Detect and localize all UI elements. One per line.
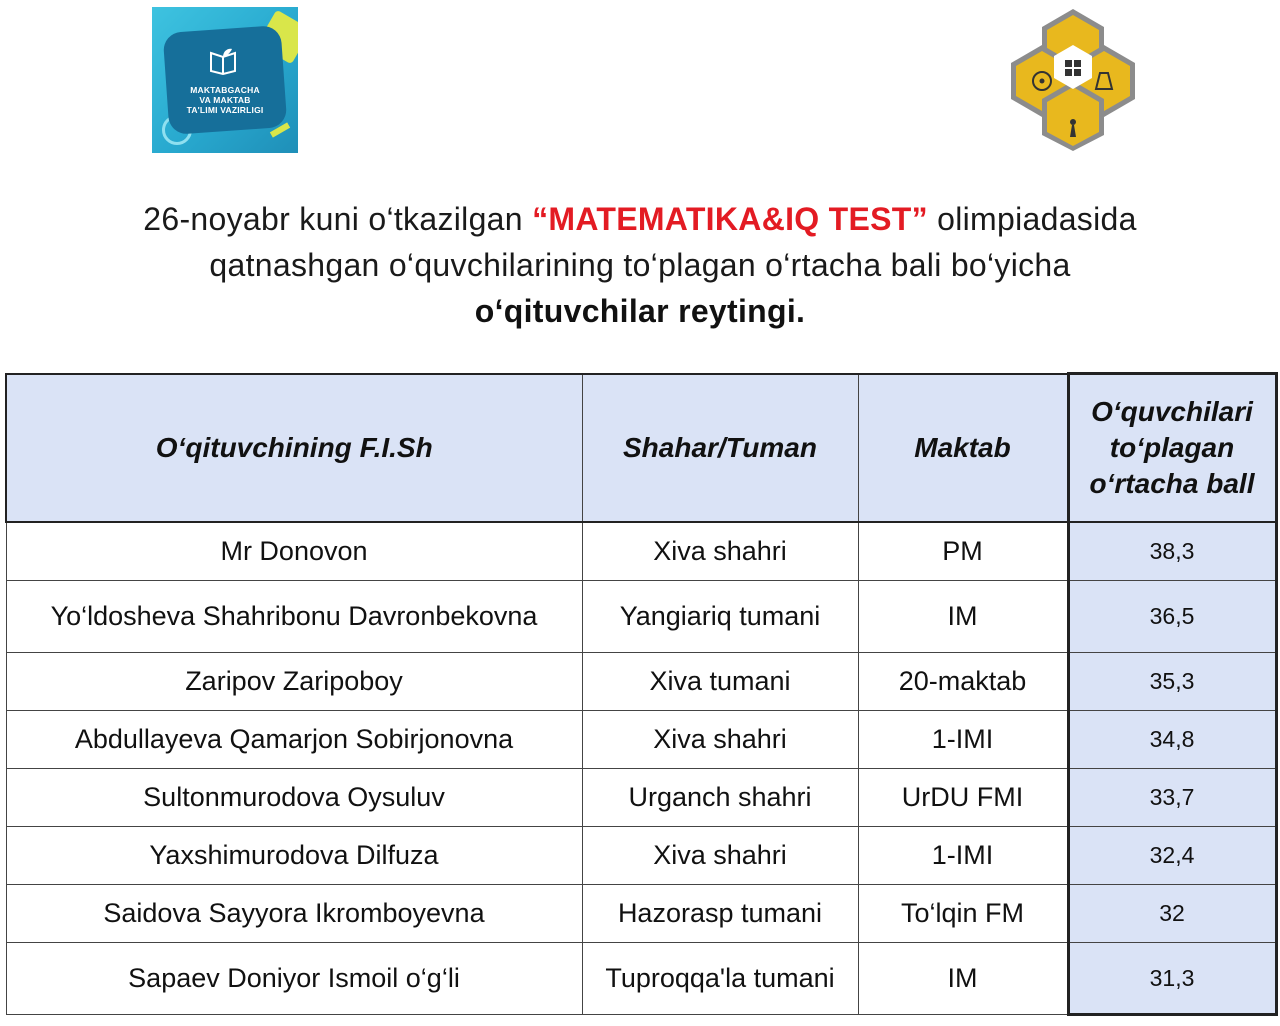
table-header-row bbox=[6, 374, 1276, 523]
table-row bbox=[6, 522, 1276, 580]
column-header-district: Shahar/Tuman bbox=[582, 374, 858, 523]
school: 20-maktab bbox=[858, 652, 1068, 710]
school: 1-IMI bbox=[858, 710, 1068, 768]
teacher-name: Saidova Sayyora Ikromboyevna bbox=[6, 884, 582, 942]
district: Xiva tumani bbox=[582, 652, 858, 710]
column-header-score: O‘quvchilari to‘plagan o‘rtacha ball bbox=[1068, 374, 1276, 523]
district: Urganch shahri bbox=[582, 768, 858, 826]
book-icon bbox=[208, 47, 238, 75]
teacher-name: Abdullayeva Qamarjon Sobirjonovna bbox=[6, 710, 582, 768]
teacher-name: Mr Donovon bbox=[6, 522, 582, 580]
ministry-logo bbox=[152, 7, 298, 153]
school: PM bbox=[858, 522, 1068, 580]
table-row bbox=[6, 710, 1276, 768]
table-row bbox=[6, 768, 1276, 826]
average-score: 32,4 bbox=[1068, 826, 1276, 884]
school: 1-IMI bbox=[858, 826, 1068, 884]
average-score: 35,3 bbox=[1068, 652, 1276, 710]
average-score: 33,7 bbox=[1068, 768, 1276, 826]
school: IM bbox=[858, 580, 1068, 652]
district: Xiva shahri bbox=[582, 522, 858, 580]
heading-line-1 bbox=[0, 196, 1280, 242]
district: Xiva shahri bbox=[582, 826, 858, 884]
district: Hazorasp tumani bbox=[582, 884, 858, 942]
average-score: 31,3 bbox=[1068, 942, 1276, 1014]
school: IM bbox=[858, 942, 1068, 1014]
teacher-rating-table bbox=[5, 372, 1278, 1016]
heading-line-3: o‘qituvchilar reytingi. bbox=[474, 293, 806, 329]
school: To‘lqin FM bbox=[858, 884, 1068, 942]
heading-prefix: 26-noyabr kuni o‘tkazilgan bbox=[143, 201, 533, 237]
teacher-name: Zaripov Zaripoboy bbox=[6, 652, 582, 710]
district: Xiva shahri bbox=[582, 710, 858, 768]
district: Tuproqqa'la tumani bbox=[582, 942, 858, 1014]
average-score: 34,8 bbox=[1068, 710, 1276, 768]
average-score: 32 bbox=[1068, 884, 1276, 942]
column-header-teacher: O‘qituvchining F.I.Sh bbox=[6, 374, 582, 523]
teacher-name: Sultonmurodova Oysuluv bbox=[6, 768, 582, 826]
teacher-name: Yaxshimurodova Dilfuza bbox=[6, 826, 582, 884]
table-row bbox=[6, 884, 1276, 942]
district: Yangiariq tumani bbox=[582, 580, 858, 652]
olympiad-name: “MATEMATIKA&IQ TEST” bbox=[532, 201, 928, 237]
column-header-school: Maktab bbox=[858, 374, 1068, 523]
average-score: 36,5 bbox=[1068, 580, 1276, 652]
table-row bbox=[6, 826, 1276, 884]
table-row bbox=[6, 580, 1276, 652]
table-row bbox=[6, 652, 1276, 710]
page-heading bbox=[0, 196, 1280, 334]
teacher-name: Yo‘ldosheva Shahribonu Davronbekovna bbox=[6, 580, 582, 652]
heading-suffix: olimpiadasida bbox=[927, 201, 1137, 237]
logo-card bbox=[163, 25, 288, 135]
ministry-logo-text: MAKTABGACHA VA MAKTAB TA'LIMI VAZIRLIGI bbox=[186, 85, 264, 115]
heading-line-2: qatnashgan o‘quvchilarining to‘plagan o‘rtacha bali bo‘yicha bbox=[209, 247, 1071, 283]
olympiad-emblem-icon bbox=[1008, 5, 1138, 151]
average-score: 38,3 bbox=[1068, 522, 1276, 580]
school: UrDU FMI bbox=[858, 768, 1068, 826]
table-row bbox=[6, 942, 1276, 1014]
teacher-name: Sapaev Doniyor Ismoil o‘g‘li bbox=[6, 942, 582, 1014]
